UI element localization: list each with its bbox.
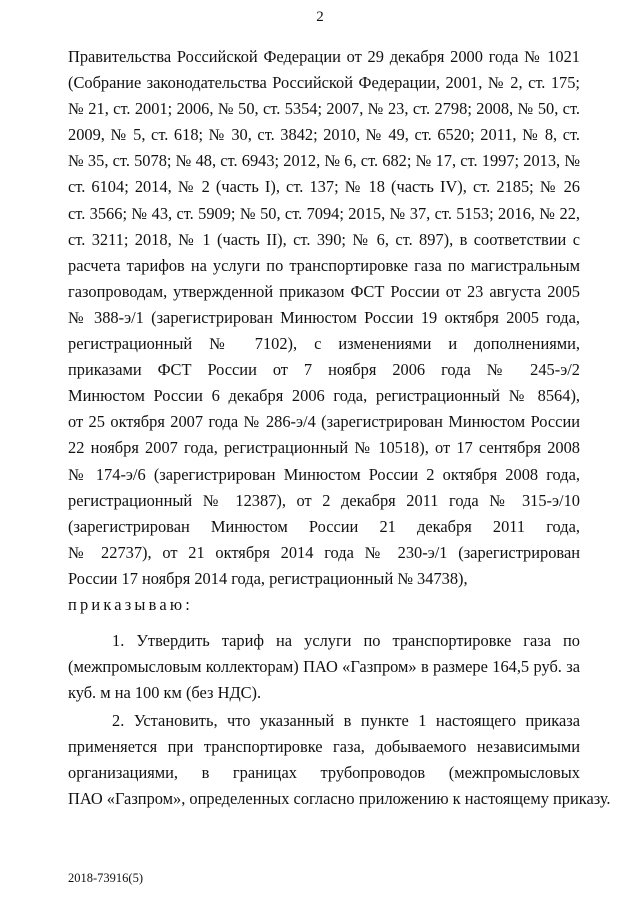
text-line: ст. 3211; 2018, № 1 (часть II), ст. 390; № 6, ст. 897), в соответствии с [68, 229, 580, 249]
text-line: 2009, № 5, ст. 618; № 30, ст. 3842; 2010, № 49, ст. 6520; 2011, № 8, ст. [68, 125, 580, 145]
text-line: регистрационный № 7102), с изменениями и дополнениями, [68, 334, 580, 354]
text-line: применяется при транспортировке газа, добываемого независимыми [68, 737, 580, 757]
text-line: (зарегистрирован Минюстом России 21 декабря 2011 года, [68, 516, 580, 536]
order-word: приказываю: [68, 594, 194, 614]
text-line: 1. Утвердить тариф на услуги по транспортировке газа по [112, 631, 580, 650]
text-line: Минюстом России 6 декабря 2006 года, регистрационный № 8564), [68, 386, 580, 406]
text-line: от 25 октября 2007 года № 286-э/4 (зарегистрирован Минюстом России [68, 412, 580, 432]
text-line: (Собрание законодательства Российской Федерации, 2001, № 2, ст. 175; [68, 73, 580, 93]
text-line: № 22737), от 21 октября 2014 года № 230-э/1 (зарегистрирован [68, 542, 580, 562]
page-number: 2 [316, 9, 324, 25]
text-line: № 35, ст. 5078; № 48, ст. 6943; 2012, № 6, ст. 682; № 17, ст. 1997; 2013, № [68, 151, 580, 171]
text-line: № 174-э/6 (зарегистрирован Минюстом России 2 октября 2008 года, [68, 464, 580, 484]
text-line: 22 ноября 2007 года, регистрационный № 10518), от 17 сентября 2008 [68, 438, 580, 458]
text-line: газопроводам, утвержденной приказом ФСТ России от 23 августа 2005 [68, 281, 580, 301]
text-line: регистрационный № 12387), от 2 декабря 2011 года № 315-э/10 [68, 490, 580, 510]
text-line: ст. 3566; № 43, ст. 5909; № 50, ст. 7094; 2015, № 37, ст. 5153; 2016, № 22, [68, 203, 580, 223]
text-line: России 17 ноября 2014 года, регистрационный № 34738), [68, 568, 468, 588]
text-line: Правительства Российской Федерации от 29 декабря 2000 года № 1021 [68, 47, 580, 66]
text-line: ПАО «Газпром», определенных согласно приложению к настоящему приказу. [68, 789, 611, 809]
text-line: расчета тарифов на услуги по транспортировке газа по магистральным [68, 255, 580, 275]
text-line: приказами ФСТ России от 7 ноября 2006 года № 245-э/2 [68, 360, 580, 380]
point-2 [68, 708, 611, 812]
point-1 [68, 628, 580, 706]
text-line: 2. Установить, что указанный в пункте 1 настоящего приказа [112, 711, 580, 730]
preamble-text [68, 44, 580, 618]
text-line: № 388-э/1 (зарегистрирован Минюстом России 19 октября 2005 года, [68, 307, 580, 327]
text-line: ст. 6104; 2014, № 2 (часть I), ст. 137; № 18 (часть IV), ст. 2185; № 26 [68, 177, 580, 197]
text-line: организациями, в границах трубопроводов (межпромысловых [68, 763, 580, 783]
text-line: № 21, ст. 2001; 2006, № 50, ст. 5354; 2007, № 23, ст. 2798; 2008, № 50, ст. [68, 99, 580, 119]
text-line: куб. м на 100 км (без НДС). [68, 683, 262, 703]
document-code: 2018-73916(5) [68, 871, 143, 885]
text-line: (межпромысловым коллекторам) ПАО «Газпром» в размере 164,5 руб. за [68, 657, 580, 677]
